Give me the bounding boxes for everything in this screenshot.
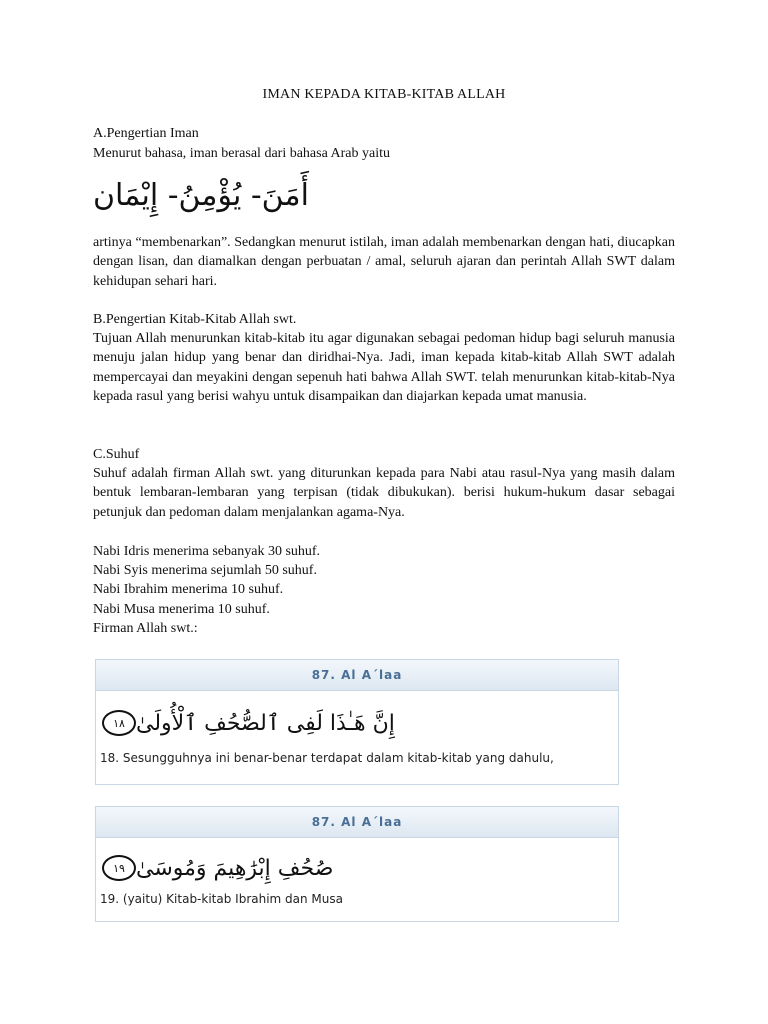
arabic-verse-row: [96, 838, 618, 892]
verse-translation: 19. (yaitu) Kitab-kitab Ibrahim dan Musa: [100, 892, 343, 906]
section-b-body: Tujuan Allah menurunkan kitab-kitab itu agar digunakan sebagai pedoman hidup bagi seluruh manusia menuju jalan hidup yang benar dan diridhai-Nya. Jadi, iman kepada kitab-kitab Allah SWT adalah mempercayai dan meyakini dengan sepenuh hati bahwa Allah SWT. telah menurunkan kitab-kitab-Nya kepada rasul yang berisi wahyu untuk disampaikan dan diajarkan kepada umat manusia.: [93, 331, 675, 405]
section-a-heading: A.Pengertian Iman: [93, 126, 199, 141]
list-item: Nabi Musa menerima 10 suhuf.: [93, 602, 270, 617]
section-a-intro: Menurut bahasa, iman berasal dari bahasa Arab yaitu: [93, 146, 391, 161]
list-item: Nabi Syis menerima sejumlah 50 suhuf.: [93, 563, 317, 578]
verse-translation: 18. Sesungguhnya ini benar-benar terdapat dalam kitab-kitab yang dahulu,: [100, 751, 554, 765]
list-item: Nabi Ibrahim menerima 10 suhuf.: [93, 582, 284, 597]
surah-header: 87. Al A´laa: [96, 660, 618, 691]
firman-label: Firman Allah swt.:: [93, 621, 198, 636]
section-b-heading: B.Pengertian Kitab-Kitab Allah swt.: [93, 312, 297, 327]
arabic-verse: صُحُفِ إِبْرَٰهِيمَ وَمُوسَىٰ: [136, 855, 334, 881]
quran-verse-card: [95, 659, 619, 785]
list-item: Nabi Idris menerima sebanyak 30 suhuf.: [93, 544, 321, 559]
document-title: IMAN KEPADA KITAB-KITAB ALLAH: [262, 87, 506, 102]
surah-header: 87. Al A´laa: [96, 807, 618, 838]
ayah-number-icon: ١٩: [102, 855, 136, 881]
section-c-body: Suhuf adalah firman Allah swt. yang diturunkan kepada para Nabi atau rasul-Nya yang masih dalam bentuk lembaran-lembaran yang terpisan (tidak dibukukan). berisi hukum-hukum dasar sebagai petunjuk dan pedoman dalam menjalankan agama-Nya.: [93, 466, 675, 520]
arabic-iman-word: أَمَنَ- يُؤْمِنُ- إِيْمَان: [93, 178, 309, 213]
section-c-heading: C.Suhuf: [93, 447, 140, 462]
quran-verse-card: [95, 806, 619, 922]
arabic-verse-row: [96, 691, 618, 751]
ayah-number-icon: ١٨: [102, 710, 136, 736]
arabic-verse: إِنَّ هَـٰذَا لَفِى ٱلصُّحُفِ ٱلْأُولَىٰ: [136, 710, 395, 736]
section-a-body: artinya “membenarkan”. Sedangkan menurut istilah, iman adalah membenarkan dengan hati, diucapkan dengan lisan, dan diamalkan dengan perbuatan / amal, seluruh ajaran dan perintah Allah SWT dalam kehidupan sehari hari.: [93, 235, 675, 289]
